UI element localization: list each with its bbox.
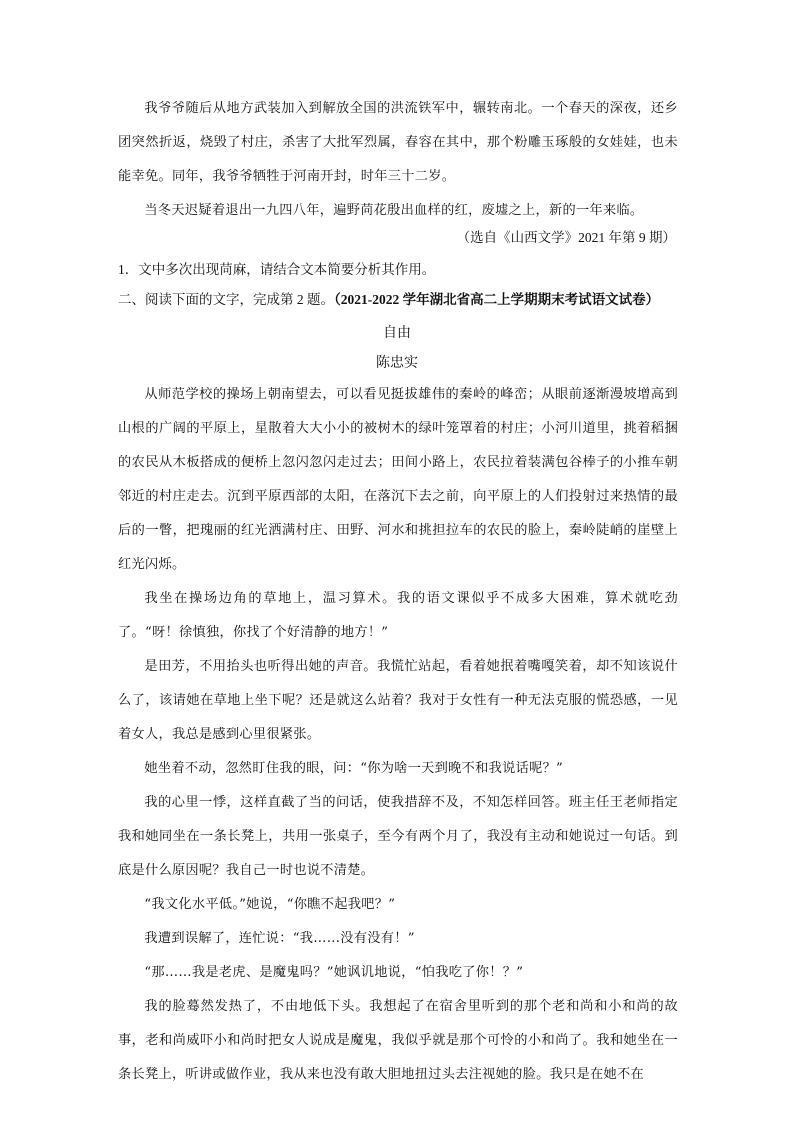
section2-exam-ref: （2021-2022 学年湖北省高二上学期期末考试语文试卷） bbox=[334, 292, 660, 307]
section2-heading bbox=[118, 290, 659, 310]
story-body bbox=[118, 378, 678, 1092]
story-paragraph: “那……我是老虎、是魔鬼吗？”她讽讥地说，“怕我吃了你！？” bbox=[144, 965, 524, 980]
passage1-body bbox=[118, 92, 678, 228]
story-paragraph: 我遭到误解了，连忙说：“我……没有没有！” bbox=[144, 931, 415, 946]
story-title: 自由 bbox=[383, 326, 411, 341]
question-1: 1．文中多次出现苘麻，请结合文本简要分析其作用。 bbox=[118, 262, 436, 277]
story-paragraph: 她坐着不动，忽然盯住我的眼，问：“你为啥一天到晚不和我说话呢？” bbox=[144, 761, 564, 776]
story-paragraph: 从师范学校的操场上朝南望去，可以看见挺拔雄伟的秦岭的峰峦；从眼前逐渐漫坡增高到山根的广阔的平原上，星散着大大小小的被树木的绿叶笼罩着的村庄；小河川道里，挑着稻捆的农民从木板搭成的便桥上忽闪忽闪走过去；田间小路上，农民拉着装满包谷棒子的小推车朝邻近的村庄走去。沉到平原西部的太阳，在落沉下去之前，向平原上的人们投射过来热情的最后的一瞥，把瑰丽的红光洒满村庄、田野、河水和挑担拉车的农民的脸上，秦岭陡峭的崖壁上红光闪烁。 bbox=[118, 387, 678, 572]
story-paragraph: 我坐在操场边角的草地上，温习算术。我的语文课似乎不成多大困难，算术就吃劲了。“呀！徐慎独，你找了个好清静的地方！” bbox=[118, 591, 678, 640]
story-paragraph: “我文化水平低。”她说，“你瞧不起我吧？” bbox=[144, 897, 396, 912]
passage1-source: （选自《山西文学》2021 年第 9 期） bbox=[456, 230, 676, 245]
passage1-paragraph: 我爷爷随后从地方武装加入到解放全国的洪流铁军中，辗转南北。一个春天的深夜，还乡团突然折返，烧毁了村庄，杀害了大批军烈属，春容在其中，那个粉雕玉琢般的女娃娃，也未能幸免。同年，我爷爷牺牲于河南开封，时年三十二岁。 bbox=[118, 101, 678, 184]
section2-instruction: 二、阅读下面的文字，完成第 2 题。 bbox=[118, 292, 334, 307]
story-paragraph: 是田芳，不用抬头也听得出她的声音。我慌忙站起，看着她抿着嘴嘎笑着，却不知该说什么了，该请她在草地上坐下呢？还是就这么站着？我对于女性有一种无法克服的慌恐感，一见着女人，我总是感到心里很紧张。 bbox=[118, 659, 678, 742]
passage1-paragraph: 当冬天迟疑着退出一九四八年，遍野苘花殷出血样的红，废墟之上，新的一年来临。 bbox=[144, 203, 644, 218]
story-author: 陈忠实 bbox=[376, 356, 418, 371]
story-paragraph: 我的心里一悸，这样直截了当的问话，使我措辞不及，不知怎样回答。班主任王老师指定我和她同坐在一条长凳上，共用一张桌子，至今有两个月了，我没有主动和她说过一句话。到底是什么原因呢？我自己一时也说不清楚。 bbox=[118, 795, 678, 878]
story-paragraph: 我的脸蓦然发热了，不由地低下头。我想起了在宿舍里听到的那个老和尚和小和尚的故事，老和尚威吓小和尚时把女人说成是魔鬼，我似乎就是那个可怜的小和尚了。我和她坐在一条长凳上，听讲或做作业，我从来也没有敢大胆地扭过头去注视她的脸。我只是在她不在 bbox=[118, 999, 678, 1082]
